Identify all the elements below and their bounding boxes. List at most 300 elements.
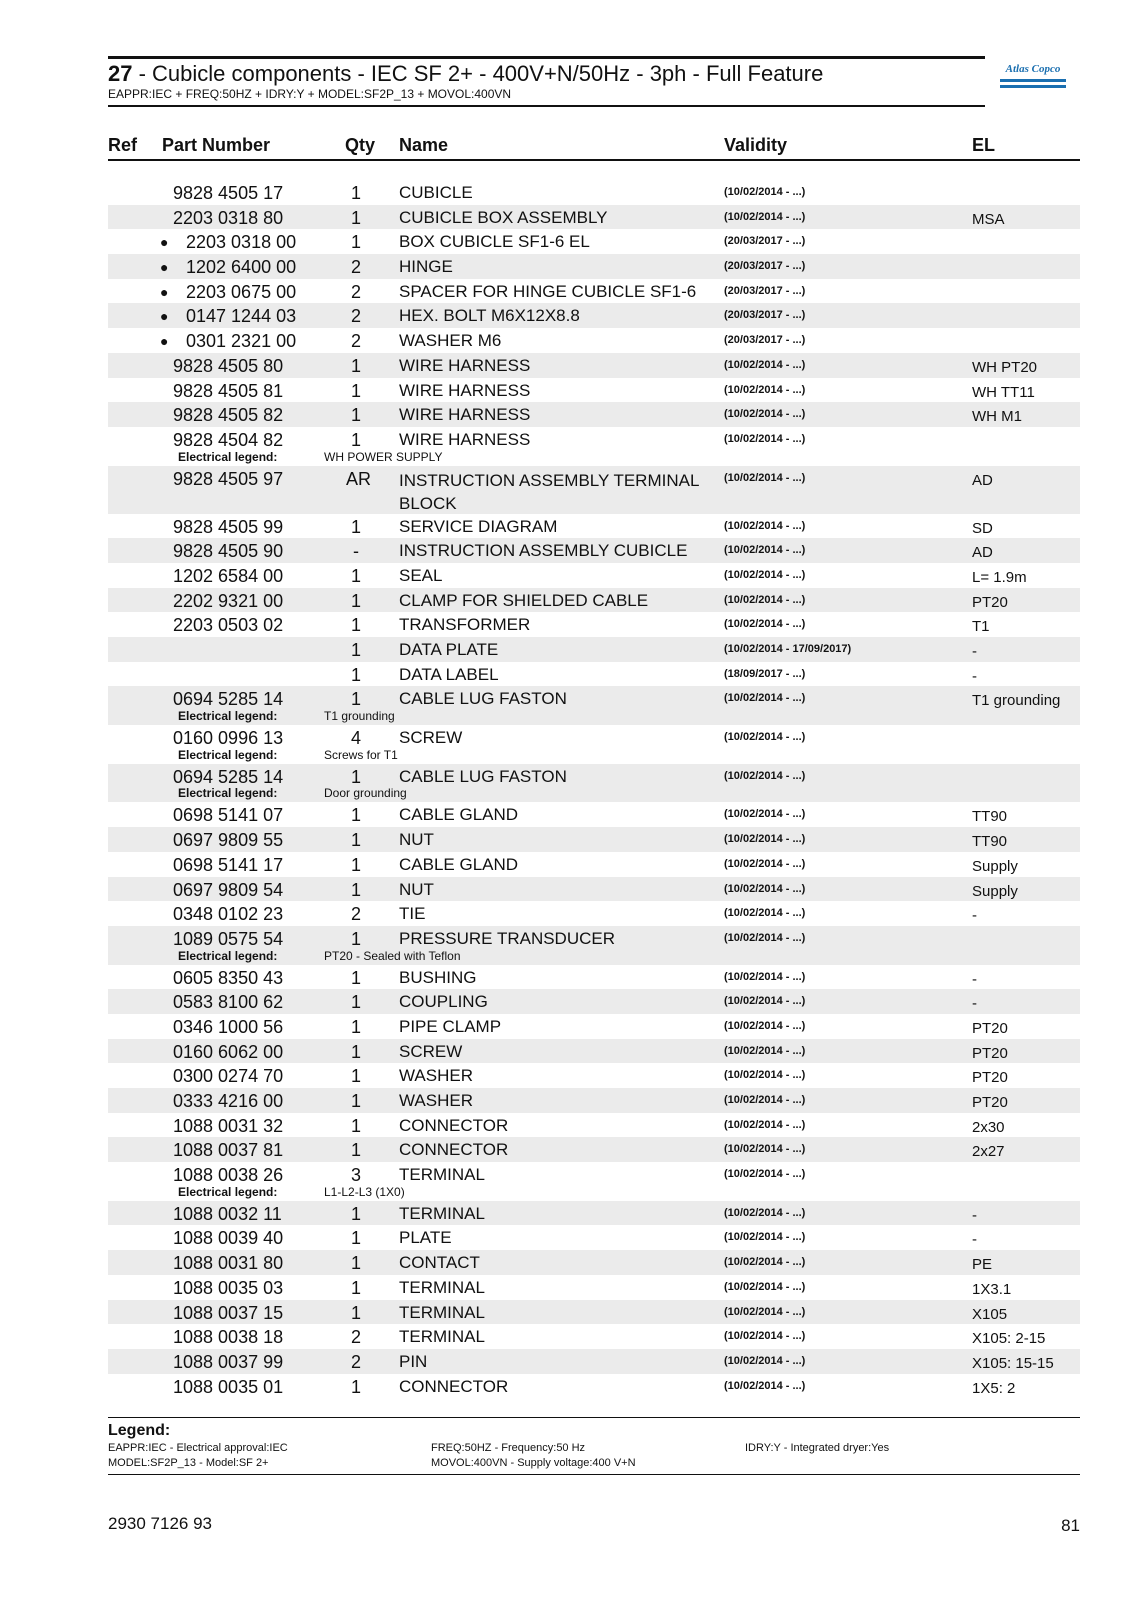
part-number: 1088 0031 32 <box>173 1115 284 1136</box>
part-name: SEAL <box>399 565 443 585</box>
part-name: CONTACT <box>399 1253 480 1273</box>
legend <box>108 1417 1080 1476</box>
quantity: 1 <box>350 1253 361 1274</box>
validity: (10/02/2014 - ...) <box>724 1379 806 1392</box>
part-name: CABLE GLAND <box>399 805 519 825</box>
electrical-legend-row <box>108 449 1080 466</box>
part-number: 1088 0037 99 <box>173 1351 284 1372</box>
electrical-legend-label: Electrical legend: <box>178 948 278 963</box>
el-code: X105 <box>972 1305 1008 1323</box>
validity: (10/02/2014 - ...) <box>724 1143 806 1156</box>
bullet-icon: ● <box>160 234 169 251</box>
validity: (10/02/2014 - ...) <box>724 358 806 371</box>
page-number: 81 <box>1061 1516 1080 1535</box>
validity: (10/02/2014 - ...) <box>724 907 806 920</box>
table-row <box>108 1063 1080 1088</box>
validity: (10/02/2014 - ...) <box>724 432 806 445</box>
quantity: 3 <box>350 1165 361 1186</box>
part-number: 2203 0318 80 <box>173 207 284 228</box>
part-name: WIRE HARNESS <box>399 380 531 400</box>
validity: (10/02/2014 - ...) <box>724 1019 806 1032</box>
table-row <box>108 378 1080 403</box>
logo-bar <box>1000 85 1066 88</box>
quantity: 1 <box>350 1228 361 1249</box>
part-name: HEX. BOLT M6X12X8.8 <box>399 306 580 326</box>
electrical-legend-text: Screws for T1 <box>324 747 398 762</box>
part-number: 1088 0038 18 <box>173 1327 284 1348</box>
table-row <box>108 852 1080 877</box>
part-name: SCREW <box>399 728 463 748</box>
validity: (10/02/2014 - ...) <box>724 970 806 983</box>
quantity: 1 <box>350 405 361 426</box>
document-number: 2930 7126 93 <box>108 1514 212 1533</box>
part-name: SERVICE DIAGRAM <box>399 516 558 536</box>
bullet-icon: ● <box>160 333 169 350</box>
table-row <box>108 563 1080 588</box>
part-name: CONNECTOR <box>399 1115 509 1135</box>
validity: (10/02/2014 - ...) <box>724 408 806 421</box>
quantity: 1 <box>350 1041 361 1062</box>
atlas-copco-logo <box>1000 62 1066 96</box>
validity: (10/02/2014 - ...) <box>724 882 806 895</box>
header-top-rule <box>108 56 985 59</box>
part-number: 0301 2321 00 <box>186 331 297 352</box>
el-code: - <box>972 1206 977 1224</box>
table-row <box>108 989 1080 1014</box>
el-code: - <box>972 1231 977 1249</box>
page-title <box>108 61 985 87</box>
table-row <box>108 1225 1080 1250</box>
electrical-legend-text: WH POWER SUPPLY <box>324 449 443 464</box>
el-code: - <box>972 643 977 660</box>
quantity: 1 <box>350 380 361 401</box>
el-code: TT90 <box>972 808 1008 826</box>
validity: (10/02/2014 - ...) <box>724 1118 806 1131</box>
el-code: - <box>972 907 977 925</box>
quantity: 1 <box>350 664 361 685</box>
el-code: 2x27 <box>972 1143 1005 1161</box>
table-row <box>108 588 1080 613</box>
quantity: 1 <box>350 928 361 949</box>
table-row <box>108 1137 1080 1162</box>
table-row <box>108 926 1080 951</box>
electrical-legend-label: Electrical legend: <box>178 709 278 724</box>
part-number: 1088 0039 40 <box>173 1228 284 1249</box>
bullet-icon: ● <box>160 308 169 325</box>
electrical-legend-text: L1-L2-L3 (1X0) <box>324 1184 405 1199</box>
table-row <box>108 662 1080 687</box>
part-name: WIRE HARNESS <box>399 429 531 449</box>
part-number: 0583 8100 62 <box>173 992 284 1013</box>
part-number: 2203 0675 00 <box>186 281 297 302</box>
quantity: 1 <box>350 1066 361 1087</box>
validity: (10/02/2014 - ...) <box>724 769 806 782</box>
quantity: 1 <box>350 689 361 710</box>
validity: (10/02/2014 - ...) <box>724 1305 806 1318</box>
validity: (10/02/2014 - ...) <box>724 1280 806 1293</box>
part-name: CABLE LUG FASTON <box>399 766 567 786</box>
legend-item: MODEL:SF2P_13 - Model:SF 2+ <box>108 1457 269 1469</box>
validity: (10/02/2014 - ...) <box>724 808 806 821</box>
validity: (10/02/2014 - ...) <box>724 1094 806 1106</box>
quantity: 1 <box>350 355 361 376</box>
table-row <box>108 802 1080 827</box>
table-row <box>108 612 1080 637</box>
part-name: WASHER M6 <box>399 331 502 351</box>
part-name: TERMINAL <box>399 1302 485 1322</box>
part-name: WASHER <box>399 1091 473 1110</box>
quantity: 1 <box>350 805 361 826</box>
table-row <box>108 1275 1080 1300</box>
part-number: 1088 0037 15 <box>173 1302 284 1323</box>
table-row <box>108 1300 1080 1325</box>
validity: (10/02/2014 - ...) <box>724 1256 806 1269</box>
column-header-ref: Ref <box>108 135 138 155</box>
part-name: SCREW <box>399 1041 463 1061</box>
part-number: 1088 0035 01 <box>173 1376 284 1397</box>
part-name: INSTRUCTION ASSEMBLY CUBICLE <box>399 541 688 561</box>
quantity: 1 <box>350 232 361 253</box>
part-name: PIPE CLAMP <box>399 1016 502 1036</box>
validity: (20/03/2017 - ...) <box>724 260 806 273</box>
table-row <box>108 538 1080 563</box>
el-code: Supply <box>972 857 1018 875</box>
part-number: 0346 1000 56 <box>173 1016 284 1037</box>
column-header-name: Name <box>399 135 449 155</box>
el-code: T1 grounding <box>972 692 1061 710</box>
header-bottom-rule <box>108 105 985 107</box>
electrical-legend-row <box>108 948 1080 965</box>
part-number: 9828 4505 17 <box>173 183 284 203</box>
electrical-legend-row <box>108 711 1080 725</box>
part-number: 0348 0102 23 <box>173 904 284 925</box>
table-row <box>108 1349 1080 1374</box>
table-row <box>108 328 1080 353</box>
quantity: 1 <box>350 1091 361 1111</box>
quantity: 1 <box>350 1016 361 1037</box>
table-row <box>108 901 1080 926</box>
part-number: 9828 4505 99 <box>173 516 284 537</box>
validity: (10/02/2014 - ...) <box>724 471 806 484</box>
part-name: TERMINAL <box>399 1165 485 1185</box>
quantity: 1 <box>350 183 361 203</box>
electrical-legend-label: Electrical legend: <box>178 449 278 464</box>
el-code: WH M1 <box>972 408 1022 426</box>
part-number: 9828 4505 80 <box>173 355 284 376</box>
quantity: 1 <box>350 640 361 660</box>
part-number: 0697 9809 55 <box>173 830 284 851</box>
el-code: TT90 <box>972 833 1008 851</box>
validity: (10/02/2014 - ...) <box>724 383 806 396</box>
part-name: TERMINAL <box>399 1277 485 1297</box>
legend-item: EAPPR:IEC - Electrical approval:IEC <box>108 1442 288 1454</box>
validity: (10/02/2014 - ...) <box>724 731 806 744</box>
table-row <box>108 1088 1080 1113</box>
el-code: WH PT20 <box>972 358 1038 376</box>
el-code: PT20 <box>972 1069 1008 1087</box>
table-row <box>108 303 1080 328</box>
table-row <box>108 466 1080 514</box>
part-name: SPACER FOR HINGE CUBICLE SF1-6 <box>399 281 697 301</box>
part-name: CLAMP FOR SHIELDED CABLE <box>399 590 649 610</box>
table-row <box>108 1201 1080 1226</box>
el-code: MSA <box>972 210 1005 228</box>
validity: (10/02/2014 - ...) <box>724 568 806 581</box>
table-row <box>108 254 1080 279</box>
part-number: 0160 6062 00 <box>173 1041 284 1062</box>
quantity: 1 <box>350 1140 361 1161</box>
electrical-legend-text: T1 grounding <box>324 709 395 724</box>
bullet-icon: ● <box>160 259 169 276</box>
validity: (10/02/2014 - ...) <box>724 1330 806 1343</box>
table-row <box>108 205 1080 230</box>
validity: (18/09/2017 - ...) <box>724 667 806 680</box>
quantity: 1 <box>350 1115 361 1136</box>
quantity: 1 <box>350 429 361 450</box>
validity: (10/02/2014 - ...) <box>724 210 806 223</box>
part-name: CUBICLE <box>399 183 473 202</box>
validity: (20/03/2017 - ...) <box>724 309 806 322</box>
part-number: 1202 6400 00 <box>186 257 297 278</box>
part-number: 2203 0318 00 <box>186 232 297 253</box>
part-number: 1088 0032 11 <box>173 1203 282 1224</box>
table-row <box>108 877 1080 902</box>
part-name: WIRE HARNESS <box>399 355 531 375</box>
quantity: 1 <box>350 1277 361 1298</box>
el-code: PT20 <box>972 1044 1008 1062</box>
part-number: 1088 0037 81 <box>173 1140 284 1161</box>
title-text: - Cubicle components - IEC SF 2+ - 400V+N/50Hz - 3ph - Full Feature <box>132 61 824 86</box>
bullet-icon: ● <box>160 283 169 300</box>
part-name: INSTRUCTION ASSEMBLY TERMINAL BLOCK <box>399 470 699 513</box>
part-name: CABLE LUG FASTON <box>399 689 567 709</box>
legend-item: FREQ:50HZ - Frequency:50 Hz <box>431 1442 586 1454</box>
el-code: T1 <box>972 618 990 636</box>
quantity: 1 <box>350 967 361 988</box>
validity: (10/02/2014 - ...) <box>724 1231 806 1244</box>
validity: (10/02/2014 - 17/09/2017) <box>724 643 852 655</box>
el-code: 2x30 <box>972 1118 1005 1136</box>
legend-items <box>108 1442 1080 1476</box>
table-header <box>108 133 1080 161</box>
quantity: 1 <box>350 854 361 875</box>
el-code: - <box>972 995 977 1013</box>
parts-table <box>108 180 1080 1398</box>
validity: (10/02/2014 - ...) <box>724 519 806 532</box>
part-number: 0694 5285 14 <box>173 689 284 710</box>
el-code: AD <box>972 544 993 562</box>
part-number: 0698 5141 17 <box>173 854 284 875</box>
table-row <box>108 279 1080 304</box>
quantity: AR <box>346 468 372 489</box>
table-row <box>108 725 1080 750</box>
part-number: 0147 1244 03 <box>186 306 297 327</box>
el-code: Supply <box>972 882 1018 900</box>
part-number: 0697 9809 54 <box>173 879 284 900</box>
part-number: 9828 4504 82 <box>173 429 284 450</box>
part-name: DATA LABEL <box>399 664 499 684</box>
el-code: L= 1.9m <box>972 568 1027 586</box>
el-code: PT20 <box>972 593 1008 611</box>
column-header-validity: Validity <box>724 135 788 155</box>
part-name: CUBICLE BOX ASSEMBLY <box>399 207 608 227</box>
quantity: 2 <box>350 904 361 925</box>
el-code: X105: 2-15 <box>972 1330 1046 1348</box>
el-code: PT20 <box>972 1094 1008 1111</box>
table-row <box>108 1324 1080 1349</box>
validity: (20/03/2017 - ...) <box>724 284 806 297</box>
part-name: WASHER <box>399 1066 473 1086</box>
table-row <box>108 1039 1080 1064</box>
part-number: 9828 4505 90 <box>173 541 284 562</box>
legend-item: IDRY:Y - Integrated dryer:Yes <box>745 1442 890 1454</box>
part-name: TERMINAL <box>399 1203 485 1223</box>
quantity: 1 <box>350 516 361 537</box>
part-name: HINGE <box>399 257 453 277</box>
quantity: 2 <box>350 281 361 302</box>
part-number: 9828 4505 82 <box>173 405 284 426</box>
part-name: WIRE HARNESS <box>399 405 531 425</box>
part-number: 0333 4216 00 <box>173 1091 284 1111</box>
quantity: 1 <box>350 590 361 611</box>
table-row <box>108 1250 1080 1275</box>
el-code: PE <box>972 1256 993 1274</box>
table-row <box>108 1374 1080 1399</box>
validity: (10/02/2014 - ...) <box>724 544 806 557</box>
part-name: TERMINAL <box>399 1327 485 1347</box>
part-name: NUT <box>399 830 434 850</box>
el-code: PT20 <box>972 1019 1008 1037</box>
column-header-qty: Qty <box>345 135 376 155</box>
el-code: - <box>972 970 977 988</box>
part-number: 1202 6584 00 <box>173 565 284 586</box>
validity: (10/02/2014 - ...) <box>724 593 806 606</box>
validity: (10/02/2014 - ...) <box>724 1206 806 1219</box>
table-row <box>108 1113 1080 1138</box>
validity: (10/02/2014 - ...) <box>724 618 806 631</box>
el-code: AD <box>972 471 993 489</box>
table-row <box>108 402 1080 427</box>
quantity: 2 <box>350 331 361 352</box>
logo-bar <box>1000 79 1066 82</box>
validity: (10/02/2014 - ...) <box>724 1069 806 1082</box>
part-number: 1089 0575 54 <box>173 928 284 949</box>
table-row <box>108 1014 1080 1039</box>
validity: (10/02/2014 - ...) <box>724 186 806 198</box>
quantity: 1 <box>350 879 361 900</box>
quantity: 1 <box>350 992 361 1013</box>
quantity: 2 <box>350 1327 361 1348</box>
table-row <box>108 180 1080 205</box>
part-number: 0694 5285 14 <box>173 766 284 787</box>
part-number: 1088 0035 03 <box>173 1277 284 1298</box>
electrical-legend-label: Electrical legend: <box>178 1184 278 1199</box>
table-row <box>108 229 1080 254</box>
part-name: PLATE <box>399 1228 452 1248</box>
table-row <box>108 514 1080 539</box>
part-name: TRANSFORMER <box>399 615 531 635</box>
part-number: 2203 0503 02 <box>173 615 284 636</box>
el-code: WH TT11 <box>972 383 1035 401</box>
quantity: 1 <box>350 207 361 228</box>
part-name: COUPLING <box>399 992 488 1012</box>
table-row <box>108 827 1080 852</box>
validity: (10/02/2014 - ...) <box>724 1044 806 1057</box>
page-header <box>108 56 985 107</box>
validity: (10/02/2014 - ...) <box>724 833 806 846</box>
legend-bottom-rule <box>108 1474 1080 1475</box>
part-number: 0300 0274 70 <box>173 1066 284 1087</box>
validity: (20/03/2017 - ...) <box>724 235 806 248</box>
electrical-legend-row <box>108 747 1080 764</box>
quantity: 1 <box>350 766 361 787</box>
quantity: 4 <box>350 728 361 749</box>
table-row <box>108 353 1080 378</box>
electrical-legend-text: Door grounding <box>324 786 407 801</box>
electrical-legend-row <box>108 788 1080 802</box>
part-name: BUSHING <box>399 967 477 987</box>
legend-item: MOVOL:400VN - Supply voltage:400 V+N <box>431 1457 636 1469</box>
table-row <box>108 686 1080 711</box>
part-name: NUT <box>399 879 434 899</box>
part-number: 1088 0038 26 <box>173 1165 284 1186</box>
el-code: X105: 15-15 <box>972 1354 1054 1372</box>
quantity: 1 <box>350 1203 361 1224</box>
validity: (10/02/2014 - ...) <box>724 1168 806 1181</box>
validity: (10/02/2014 - ...) <box>724 692 806 705</box>
legend-title: Legend: <box>108 1422 171 1439</box>
electrical-legend-text: PT20 - Sealed with Teflon <box>324 948 461 963</box>
quantity: 1 <box>350 1376 361 1397</box>
el-code: SD <box>972 519 993 537</box>
part-name: PRESSURE TRANSDUCER <box>399 928 616 948</box>
el-code: - <box>972 667 977 685</box>
part-number: 9828 4505 97 <box>173 468 284 489</box>
quantity: - <box>353 541 359 562</box>
quantity: 1 <box>350 565 361 586</box>
part-number: 0160 0996 13 <box>173 728 284 749</box>
column-header-part-number: Part Number <box>162 135 271 155</box>
part-name: TIE <box>399 904 426 924</box>
validity: (10/02/2014 - ...) <box>724 931 806 944</box>
table-row <box>108 1162 1080 1187</box>
logo-text: Atlas Copco <box>1005 63 1061 75</box>
validity: (10/02/2014 - ...) <box>724 857 806 870</box>
electrical-legend-row <box>108 1184 1080 1201</box>
column-header-el: EL <box>972 135 996 155</box>
part-name: CONNECTOR <box>399 1376 509 1396</box>
part-number: 0698 5141 07 <box>173 805 284 826</box>
validity: (10/02/2014 - ...) <box>724 995 806 1008</box>
quantity: 2 <box>350 257 361 278</box>
electrical-legend-label: Electrical legend: <box>178 747 278 762</box>
quantity: 2 <box>350 306 361 327</box>
part-number: 0605 8350 43 <box>173 967 284 988</box>
part-name: CABLE GLAND <box>399 854 519 874</box>
part-name: DATA PLATE <box>399 640 499 659</box>
quantity: 1 <box>350 830 361 851</box>
el-code: 1X3.1 <box>972 1280 1012 1298</box>
quantity: 1 <box>350 1302 361 1323</box>
validity: (10/02/2014 - ...) <box>724 1354 806 1367</box>
electrical-legend-label: Electrical legend: <box>178 786 278 801</box>
part-number: 9828 4505 81 <box>173 380 284 401</box>
part-number: 2202 9321 00 <box>173 590 284 611</box>
chapter-number: 27 <box>108 61 133 86</box>
quantity: 2 <box>350 1351 361 1372</box>
table-row <box>108 764 1080 789</box>
validity: (20/03/2017 - ...) <box>724 334 806 347</box>
